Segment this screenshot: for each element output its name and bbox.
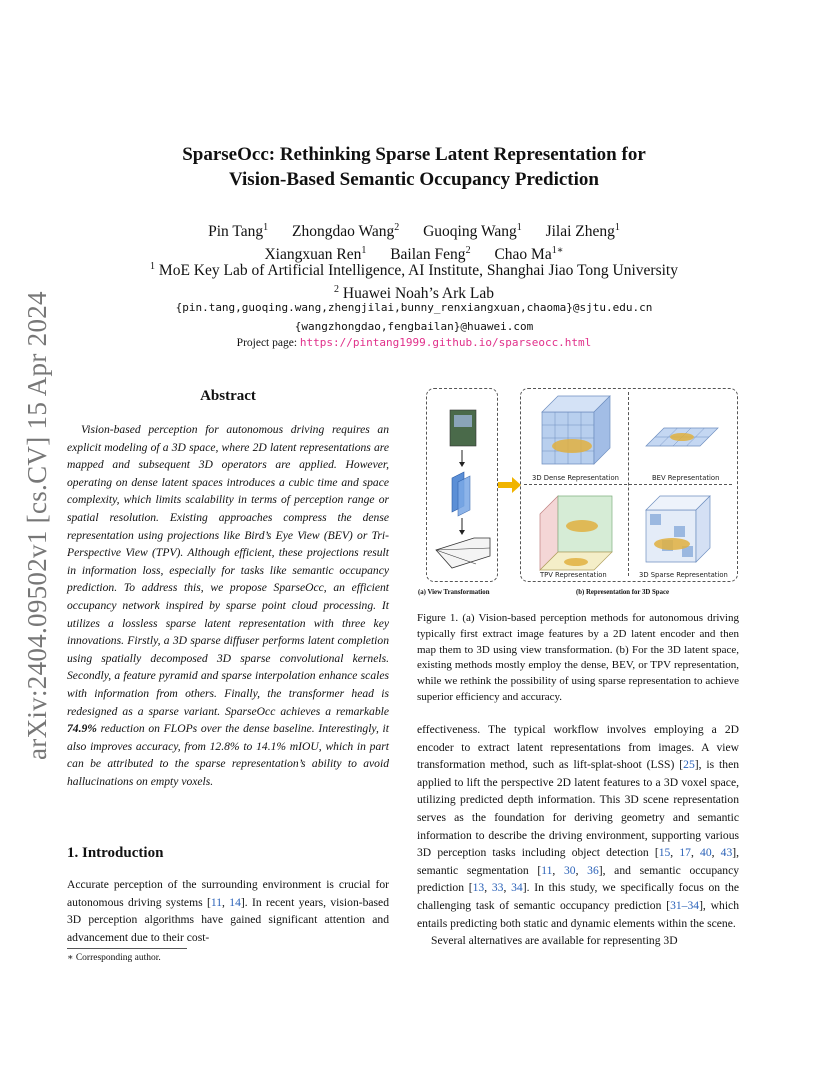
author: Bailan Feng$^2$ bbox=[390, 245, 471, 264]
label-sparse: 3D Sparse Representation bbox=[639, 571, 728, 579]
citation[interactable]: 31–34 bbox=[670, 898, 700, 912]
figure-1-caption: Figure 1. (a) Vision-based perception methods for autonomous driving typically first extract image features by a 2D latent encoder and then map them to 3D using view transformation. (b) For the 3D latent space, existing methods mostly employ the dense, BEV, or TPV representation, while we rethink the possibility of using sparse representation to achieve superior efficiency and accuracy. bbox=[417, 612, 739, 703]
abstract-heading: Abstract bbox=[200, 388, 256, 404]
text-run: effectiveness. The typical workflow involves employing a 2D encoder to extract latent representations from images. A view transformation method, such as lift-splat-shoot (LSS) [ bbox=[417, 723, 739, 772]
section-heading-introduction: 1. Introduction bbox=[67, 845, 164, 861]
affiliation: $^2$ Huawei Noah’s Ark Lab bbox=[334, 284, 494, 303]
citation[interactable]: 17 bbox=[679, 846, 691, 860]
subcaption-a: (a) View Transformation bbox=[418, 589, 490, 596]
text-run: , bbox=[670, 846, 680, 860]
project-link[interactable]: https://pintang1999.github.io/sparseocc.html bbox=[299, 336, 592, 349]
text-run: , bbox=[503, 881, 512, 895]
email-line: {pin.tang,guoqing.wang,zhengjilai,bunny_renxiangxuan,chaoma}@sjtu.edu.cn bbox=[175, 301, 653, 314]
author: Pin Tang$^1$ bbox=[208, 222, 269, 241]
author: Jilai Zheng$^1$ bbox=[545, 222, 620, 241]
label-dense: 3D Dense Representation bbox=[532, 474, 619, 482]
dense-cube bbox=[542, 396, 610, 464]
author: Zhongdao Wang$^2$ bbox=[292, 222, 400, 241]
project-label: Project page: bbox=[236, 337, 298, 349]
citation[interactable]: 34 bbox=[511, 881, 523, 895]
text-run: , bbox=[552, 863, 564, 877]
citation[interactable]: 11 bbox=[541, 863, 553, 877]
text-run: ], semantic segmentation [ bbox=[417, 846, 740, 877]
subcaption-b: (b) Representation for 3D Space bbox=[576, 589, 670, 596]
author: Guoqing Wang$^1$ bbox=[423, 222, 522, 241]
author: Chao $Ma^{1∗}$ bbox=[494, 245, 564, 264]
sparse-cube bbox=[646, 496, 710, 562]
label-bev: BEV Representation bbox=[652, 474, 720, 482]
paper-title bbox=[0, 142, 828, 192]
title-line-1: SparseOcc: Rethinking Sparse Latent Representation for bbox=[182, 144, 646, 165]
citation[interactable]: 11 bbox=[210, 895, 222, 909]
citation[interactable]: 30 bbox=[563, 863, 576, 877]
label-tpv: TPV Representation bbox=[540, 571, 607, 579]
citation[interactable]: 15 bbox=[658, 846, 671, 860]
affiliations bbox=[0, 257, 828, 303]
intro-paragraph: Accurate perception of the surrounding environment is crucial for autonomous driving systems [11, 14]. In recent years, vision-based 3D perception algorithms have gained significant attention and advancement due to their cost- bbox=[67, 878, 389, 944]
author: Xiangxuan Ren$^1$ bbox=[264, 245, 367, 264]
figure-graphics bbox=[420, 388, 740, 588]
citation[interactable]: 25 bbox=[683, 758, 695, 772]
footnote: ∗ Corresponding author. bbox=[67, 953, 161, 963]
text-run: ], which entails predicting both static and dynamic elements within the scene. bbox=[417, 898, 739, 930]
abstract-highlight: 74.9% bbox=[67, 722, 97, 736]
text-run: ], is then applied to lift the perspective 2D latent features to a 3D voxel space, utilizing predicted depth information. This 3D scene representation serves as the foundation for deriving geometry and semantic information to describe the driving environment, supporting various 3D perception tasks including object detection [ bbox=[417, 758, 740, 860]
text-run: , bbox=[690, 846, 701, 860]
citation[interactable]: 43 bbox=[720, 846, 733, 860]
body-paragraph bbox=[417, 721, 739, 932]
text-run: , bbox=[484, 881, 492, 895]
affiliation: $^1$ MoE Key Lab of Artificial Intelligence, AI Institute, Shanghai Jiao Tong University bbox=[150, 261, 678, 280]
text-run: ], and semantic occupancy prediction [ bbox=[417, 863, 740, 895]
right-column-text bbox=[417, 721, 739, 950]
figure-1 bbox=[420, 388, 740, 603]
arxiv-stamp: arXiv:2404.09502v1 [cs.CV] 15 Apr 2024 bbox=[22, 291, 52, 760]
footnote-rule bbox=[67, 948, 187, 949]
title-line-2: Vision-Based Semantic Occupancy Prediction bbox=[229, 169, 599, 190]
bev-plane bbox=[646, 428, 718, 446]
text-run: , bbox=[711, 846, 721, 860]
citation[interactable]: 33 bbox=[491, 881, 504, 895]
citation[interactable]: 14 bbox=[229, 895, 241, 909]
text-run: ]. In this study, we specifically focus on the challenging task of semantic occupancy prediction [ bbox=[417, 881, 740, 912]
abstract-text: Vision-based perception for autonomous driving requires an explicit modeling of a 3D space, where 2D latent representations are mapped and subsequent 3D operators are applied. However, operating on dense latent spaces introduces a cubic time and space complexity, which limits scalability in terms of perception range or spatial resolution. Existing approaches compress the dense representation using projections like Bird’s Eye View (BEV) or Tri-Perspective View (TPV). Although efficient, these projections result in information loss, especially for tasks like semantic occupancy prediction. To address this, we propose SparseOcc, an efficient occupancy network inspired by sparse point cloud processing. It utilizes a lossless sparse latent representation with three key innovations. Firstly, a 3D sparse diffuser performs latent completion using spatially decomposed 3D sparse convolutional kernels. Secondly, a feature pyramid and sparse interpolation enhance scales with information from others. Finally, the transformer head is redesigned as a sparse variant. SparseOcc achieves a remarkable 74.9% reduction on FLOPs over the dense baseline. Interestingly, it also improves accuracy, from 12.8% to 14.1% mIOU, which in part can be attributed to the sparse representation’s ability to avoid hallucinations on empty voxels. bbox=[67, 423, 389, 788]
project-page bbox=[0, 336, 828, 349]
citation[interactable]: 36 bbox=[587, 863, 599, 877]
email-line: {wangzhongdao,fengbailan}@huawei.com bbox=[294, 320, 534, 333]
citation[interactable]: 40 bbox=[700, 846, 712, 860]
body-paragraph: Several alternatives are available for representing 3D bbox=[431, 934, 678, 948]
citation[interactable]: 13 bbox=[472, 881, 485, 895]
text-run: , bbox=[575, 863, 588, 877]
emails bbox=[0, 298, 828, 336]
tpv-planes bbox=[540, 496, 612, 570]
